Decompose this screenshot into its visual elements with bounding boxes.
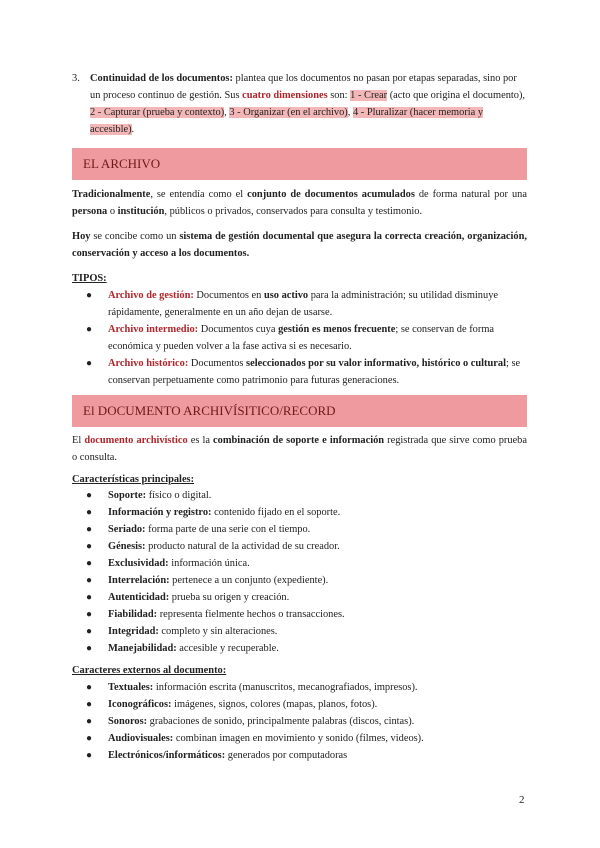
item-label: Manejabilidad: <box>108 643 177 654</box>
dimension-3: 3 - Organizar (en el archivo) <box>229 107 348 118</box>
bullet-icon: ● <box>86 733 93 744</box>
types-heading: TIPOS: <box>72 273 107 284</box>
bold-text: Hoy <box>72 231 91 242</box>
list-item <box>72 589 527 606</box>
item-label: Seriado: <box>108 524 146 535</box>
bullet-icon: ● <box>86 541 93 552</box>
bold-text: combinación de soporte e información <box>213 435 385 446</box>
item-text: completo y sin alteraciones. <box>158 626 278 637</box>
external-list <box>72 679 527 764</box>
item-text: contenido fijado en el soporte. <box>211 507 341 518</box>
item-label: Génesis: <box>108 541 146 552</box>
bold-text: conjunto de documentos acumulados <box>247 189 415 200</box>
item-label: Autenticidad: <box>108 592 170 603</box>
bullet-icon: ● <box>86 592 93 603</box>
type-name: Archivo de gestión: <box>108 290 194 301</box>
item-label: Electrónicos/informáticos: <box>108 750 226 761</box>
list-item <box>72 747 527 764</box>
text: , se entendía como el <box>150 189 248 200</box>
list-item <box>72 623 527 640</box>
item-text: son: <box>327 90 351 101</box>
bold-text: sistema de gestión documental que asegura la correcta creación, organización, conservación y acceso a los documentos. <box>72 231 527 259</box>
bullet-icon: ● <box>86 507 93 518</box>
external-heading: Caracteres externos al documento: <box>72 665 227 676</box>
item-text: . <box>131 124 135 135</box>
bullet-icon: ● <box>86 524 93 535</box>
continuity-item <box>72 70 528 138</box>
list-item <box>72 538 527 555</box>
bold-text: uso activo <box>263 290 309 301</box>
bullet-icon: ● <box>86 626 93 637</box>
list-item <box>72 321 527 355</box>
bullet-icon: ● <box>86 699 93 710</box>
list-item <box>72 572 527 589</box>
item-label: Fiabilidad: <box>108 609 158 620</box>
page-number: 2 <box>519 794 525 806</box>
bold-text: gestión es menos frecuente <box>278 324 396 335</box>
archive-types-list <box>72 287 527 389</box>
bullet-icon: ● <box>86 716 93 727</box>
list-item <box>72 640 527 657</box>
item-text: pertenece a un conjunto (expediente). <box>169 575 329 586</box>
list-item <box>72 555 527 572</box>
item-text: información única. <box>168 558 250 569</box>
bullet-icon: ● <box>86 324 93 335</box>
item-text: grabaciones de sonido, principalmente palabras (discos, cintas). <box>147 716 415 727</box>
text: de forma natural por una <box>414 189 527 200</box>
paragraph-today <box>72 228 527 262</box>
text: Documentos <box>188 358 247 369</box>
bullet-icon: ● <box>86 558 93 569</box>
item-text: , <box>347 107 353 118</box>
dimension-1: 1 - Crear <box>350 90 388 101</box>
dimensions-label: cuatro dimensiones <box>242 90 328 101</box>
list-item <box>72 696 527 713</box>
bold-text: persona <box>72 206 108 217</box>
bullet-icon: ● <box>86 750 93 761</box>
item-text: imágenes, signos, colores (mapas, planos, fotos). <box>171 699 378 710</box>
text: ; se conservan de forma económica y pueden volver a la fase activa si es necesario. <box>108 324 495 352</box>
text: registrada que sirve como prueba o consulta. <box>72 435 527 463</box>
item-text: accesible y recuperable. <box>176 643 279 654</box>
list-item <box>72 504 527 521</box>
item-text: generados por computadoras <box>225 750 348 761</box>
item-label: Sonoros: <box>108 716 148 727</box>
item-text: representa fielmente hechos o transacciones. <box>157 609 345 620</box>
record-term: documento archivístico <box>84 435 188 446</box>
list-item <box>72 606 527 623</box>
features-heading: Características principales: <box>72 474 195 485</box>
bullet-icon: ● <box>86 643 93 654</box>
features-list <box>72 487 527 657</box>
list-item <box>72 730 527 747</box>
item-label: Soporte: <box>108 490 147 501</box>
text: para la administración; su utilidad disminuye rápidamente, generalmente en un año dejan de usarse. <box>108 290 499 318</box>
section-header-record: El DOCUMENTO ARCHIVÍSITICO/RECORD <box>72 395 527 427</box>
list-item <box>72 713 527 730</box>
text: ; se conservan perpetuamente como patrimonio para futuras generaciones. <box>108 358 521 386</box>
item-label: Iconográficos: <box>108 699 172 710</box>
item-label: Interrelación: <box>108 575 170 586</box>
list-item <box>72 679 527 696</box>
bold-text: seleccionados por su valor informativo, histórico o cultural <box>246 358 506 369</box>
item-label: Información y registro: <box>108 507 212 518</box>
text: Documentos en <box>193 290 264 301</box>
text: El <box>72 435 85 446</box>
bold-text: Tradicionalmente <box>72 189 151 200</box>
item-text: forma parte de una serie con el tiempo. <box>145 524 311 535</box>
item-label: Exclusividad: <box>108 558 169 569</box>
item-text: información escrita (manuscritos, mecanografiados, impresos). <box>153 682 418 693</box>
type-name: Archivo intermedio: <box>108 324 199 335</box>
item-title: Continuidad de los documentos: <box>90 73 233 84</box>
list-item <box>72 521 527 538</box>
text: se concibe como un <box>90 231 180 242</box>
list-item <box>72 355 527 389</box>
bullet-icon: ● <box>86 290 93 301</box>
paragraph-record-intro <box>72 432 527 466</box>
item-text: producto natural de la actividad de su creador. <box>145 541 340 552</box>
text: o <box>107 206 118 217</box>
bullet-icon: ● <box>86 490 93 501</box>
item-text: prueba su origen y creación. <box>169 592 290 603</box>
bullet-icon: ● <box>86 358 93 369</box>
type-name: Archivo histórico: <box>108 358 189 369</box>
section-header-archivo: EL ARCHIVO <box>72 148 527 180</box>
dimension-2: 2 - Capturar (prueba y contexto) <box>90 107 225 118</box>
item-text: combinan imagen en movimiento y sonido (filmes, videos). <box>173 733 424 744</box>
item-text: (acto que origina el documento), <box>387 90 526 101</box>
bold-text: institución <box>117 206 165 217</box>
list-item <box>72 487 527 504</box>
text: es la <box>187 435 214 446</box>
item-label: Integridad: <box>108 626 159 637</box>
bullet-icon: ● <box>86 682 93 693</box>
bullet-icon: ● <box>86 609 93 620</box>
item-label: Audiovisuales: <box>108 733 174 744</box>
item-text: , <box>224 107 230 118</box>
item-text: físico o digital. <box>146 490 212 501</box>
text: , públicos o privados, conservados para consulta y testimonio. <box>164 206 423 217</box>
text: Documentos cuya <box>198 324 279 335</box>
paragraph-traditional <box>72 186 527 220</box>
list-item <box>72 287 527 321</box>
bullet-icon: ● <box>86 575 93 586</box>
item-number: 3. <box>72 73 80 84</box>
dimension-4: 4 - Pluralizar (hacer memoria y accesible) <box>90 107 484 135</box>
item-text: plantea que los documentos no pasan por etapas separadas, sino por un proceso continuo de gestión. Sus <box>90 73 517 101</box>
item-label: Textuales: <box>108 682 154 693</box>
